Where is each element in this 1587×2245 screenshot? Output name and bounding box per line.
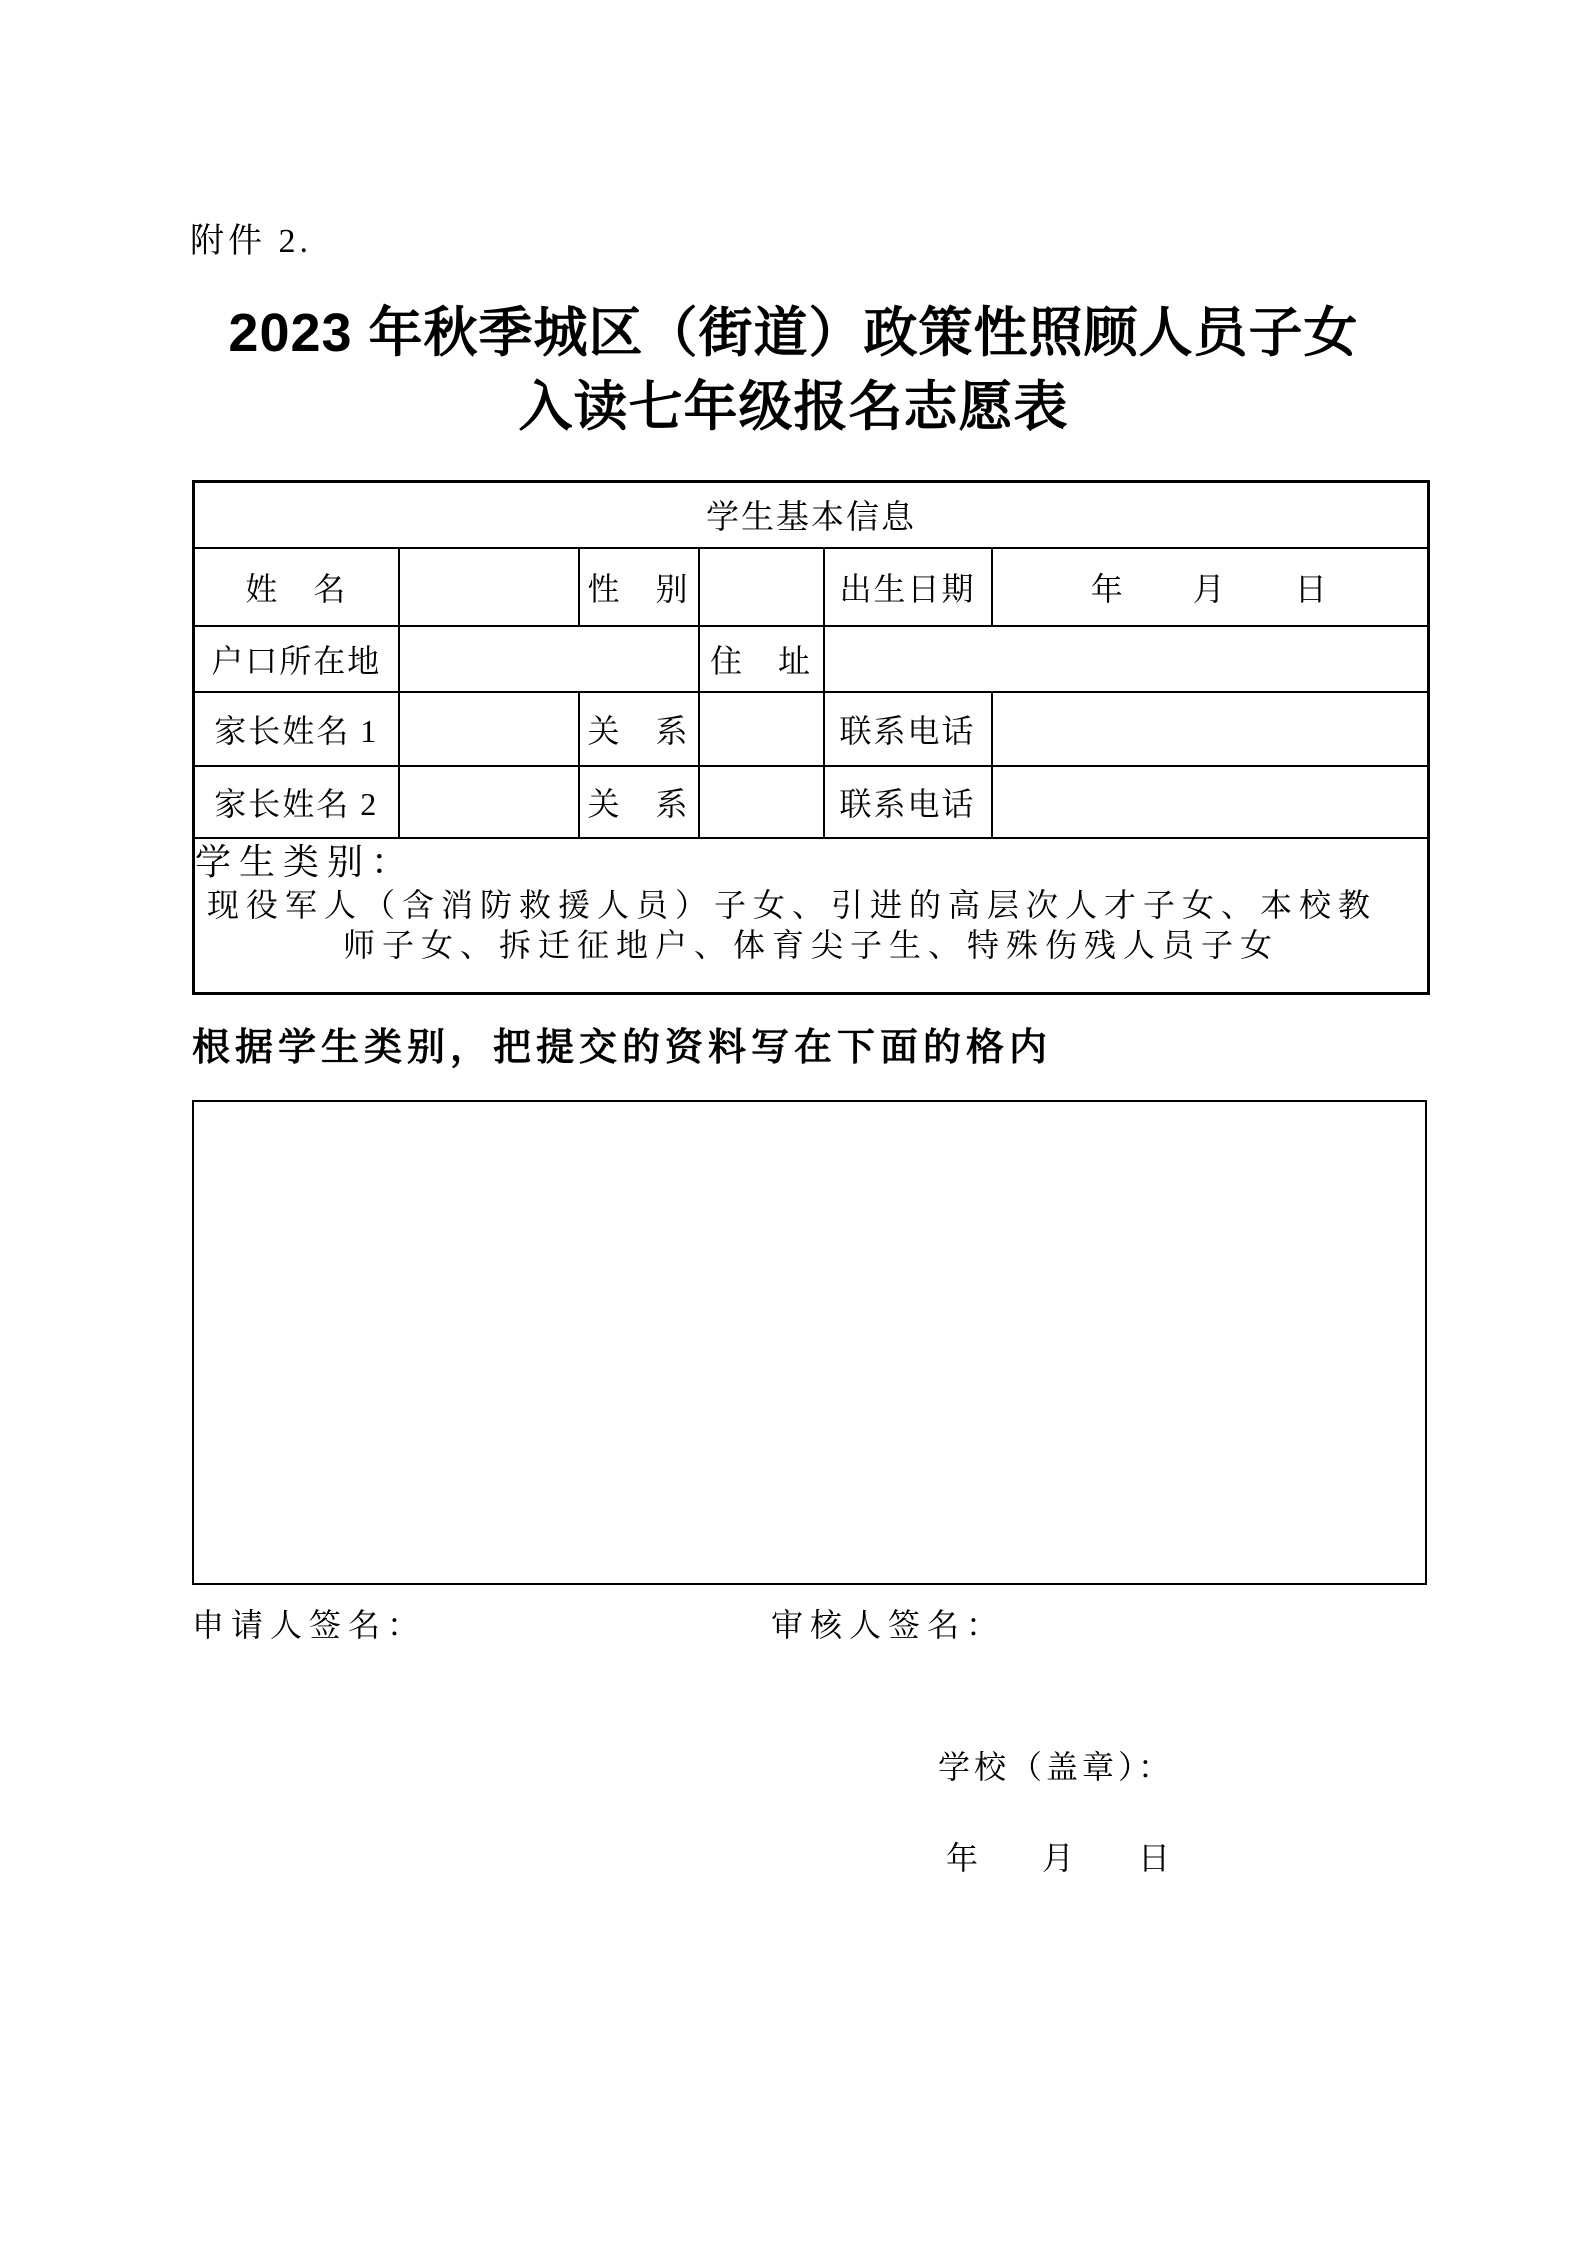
table-header-row	[194, 482, 1429, 548]
date-line: 年 月 日	[946, 1840, 1171, 1876]
reviewer-signature-label: 审核人签名：	[771, 1607, 1006, 1643]
form-title	[0, 296, 1587, 444]
category-line1: 现役军人（含消防救援人员）子女、引进的高层次人才子女、本校教	[207, 886, 1378, 923]
student-info-table	[192, 480, 1430, 995]
table-row	[194, 548, 1429, 626]
parent2-phone-label: 联系电话	[824, 766, 992, 838]
address-input-cell	[824, 626, 1429, 692]
gender-label: 性 别	[579, 548, 699, 626]
attachment-label: 附件 2.	[190, 223, 312, 260]
parent1-phone-input-cell	[992, 692, 1429, 766]
birthdate-label: 出生日期	[824, 548, 992, 626]
parent2-relation-input-cell	[699, 766, 824, 838]
school-seal-label: 学校（盖章）：	[938, 1749, 1175, 1785]
parent2-relation-label: 关 系	[579, 766, 699, 838]
address-label: 住 址	[699, 626, 824, 692]
name-input-cell	[399, 548, 579, 626]
table-title: 学生基本信息	[194, 482, 1429, 548]
gender-input-cell	[699, 548, 824, 626]
table-row	[194, 766, 1429, 838]
category-title: 学生类别：	[195, 841, 416, 882]
parent1-name-input-cell	[399, 692, 579, 766]
parent2-phone-input-cell	[992, 766, 1429, 838]
table-row	[194, 626, 1429, 692]
form-title-line1: 2023 年秋季城区（街道）政策性照顾人员子女	[228, 303, 1359, 363]
student-category-row	[194, 838, 1429, 994]
student-category-cell	[194, 838, 1429, 994]
table-row	[194, 692, 1429, 766]
name-label: 姓 名	[194, 548, 399, 626]
residence-input-cell	[399, 626, 699, 692]
parent1-phone-label: 联系电话	[824, 692, 992, 766]
category-line2: 师子女、拆迁征地户、体育尖子生、特殊伤残人员子女	[342, 926, 1279, 963]
parent2-name-input-cell	[399, 766, 579, 838]
parent1-name-label: 家长姓名 1	[194, 692, 399, 766]
parent2-name-label: 家长姓名 2	[194, 766, 399, 838]
materials-heading: 根据学生类别，把提交的资料写在下面的格内	[192, 1027, 1053, 1069]
birthdate-value-cell: 年 月 日	[992, 548, 1429, 626]
materials-box	[192, 1100, 1427, 1585]
form-title-line2: 入读七年级报名志愿表	[518, 377, 1069, 437]
applicant-signature-label: 申请人签名：	[192, 1607, 427, 1643]
residence-label: 户口所在地	[194, 626, 399, 692]
parent1-relation-label: 关 系	[579, 692, 699, 766]
parent1-relation-input-cell	[699, 692, 824, 766]
